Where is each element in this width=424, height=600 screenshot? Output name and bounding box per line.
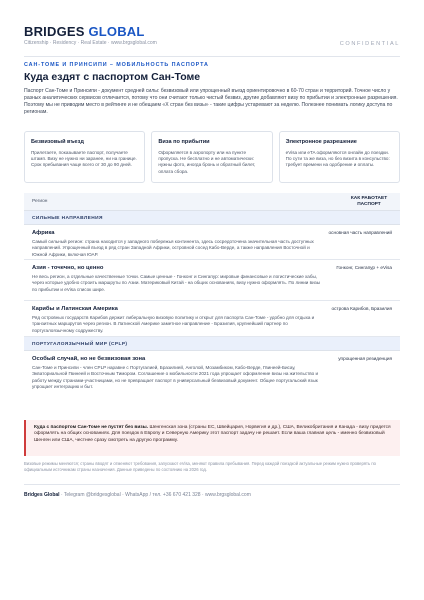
brand-name-accent: GLOBAL — [88, 24, 145, 39]
disclaimer-text: Визовые режимы меняются; страны вводят и отменяют требования, запускают eVisa, меняют правила пребывания. Перед каждой поездкой актуальные режим нужно проверять по официальным источникам страны назначения. Данные приведены по состоянию на 2026 год. — [24, 461, 376, 472]
row-description: Не весь регион, а отдельные качественные точки. Самые ценные - Гонконг и Сингапур: мировые финансовые и логистические хабы, через которые удобно строить маршруты по Азии. Материковый Китай - на общих основаниях, визу нужно оформлять. По линии визы по прибытии и eVisa список шире. — [32, 274, 321, 292]
warning-note-title: Куда с паспортом Сан-Томе не пустят без визы. — [34, 425, 149, 430]
row-status: упрощенная резиденция — [338, 356, 392, 361]
section-label: СИЛЬНЫЕ НАПРАВЛЕНИЯ — [32, 215, 103, 221]
card-title: Виза по прибытии — [158, 139, 210, 145]
table-row-africa — [24, 225, 400, 260]
row-status: острова Карибов, Бразилия — [331, 306, 392, 311]
table-row-caribbean-latam — [24, 301, 400, 337]
row-status: основная часть направлений — [328, 230, 392, 235]
row-region-name: Особый случай, но не безвизовая зона — [32, 356, 146, 362]
column-header-region: Регион — [32, 199, 48, 204]
table-row-cplp — [24, 351, 400, 395]
row-status: Гонконг, Сингапур + eVisa — [336, 265, 392, 270]
row-region-name: Азия - точечно, но ценно — [32, 265, 104, 271]
footer-divider — [24, 484, 400, 485]
card-text: Прилетаете, показываете паспорт, получаете штамп. Визу не нужно ни заранее, ни на границе. Срок пребывания чаще всего от 30 до 90 дней. — [31, 150, 137, 168]
entry-type-cards — [24, 131, 400, 183]
section-kicker: САН-ТОМЕ И ПРИНСИПИ – МОБИЛЬНОСТЬ ПАСПОРТА — [24, 62, 209, 68]
warning-note-text: Шенгенская зона (страны ЕС, Швейцария, Норвегия и др.), США, Великобритания и Канада - визу придется оформлять на общих основаниях. Для поездок в Европу и Северную Америку этот паспорт задачу не решает. Если ваша главная цель - именно безвизовый Шенген или США, честнее сразу смотреть на другую программу. — [34, 425, 391, 443]
row-description: Сан-Томе и Принсипи - член CPLP наравне с Португалией, Бразилией, Анголой, Мозамбиком, Кабо-Верде, Гвинеей-Бисау, Экваториальной Гвинеей и Восточным Тимором. Соглашение о мобильности 2021 года упрощает оформление визы на жительство и работу между странами-участницами, но не превращает паспорт в универсальный безвизовый документ. Общее португальский язык упрощает интеграцию и быт. — [32, 365, 319, 389]
page-title: Куда ездят с паспортом Сан-Томе — [24, 71, 201, 83]
regions-table — [24, 193, 400, 395]
section-label: ПОРТУГАЛОЯЗЫЧНЫЙ МИР (CPLP) — [32, 341, 128, 347]
card-e-permit — [279, 131, 400, 183]
row-region-name: Африка — [32, 230, 55, 236]
card-visa-on-arrival — [151, 131, 272, 183]
card-visa-free — [24, 131, 145, 183]
table-header — [24, 193, 400, 211]
row-description: Ряд островных государств Карибов держит либеральную визовую политику и открыт для паспорта Сан-Томе - удобно для отдыха и транзитных маршрутов через регион. В Латинской Америке заметное направление - Бразилия, крупнейший партнер по португалоязычному содружеству. — [32, 315, 315, 333]
footer-contacts: · Telegram @bridgesglobal · WhatsApp / тел. +36 670 421 328 · www.brgsglobal.com — [59, 492, 251, 498]
table-section-strong — [24, 211, 400, 225]
card-title: Электронное разрешение — [285, 139, 357, 145]
intro-paragraph: Паспорт Сан-Томе и Принсипи - документ средней силы: безвизовый или упрощенный въезд ориентировочно в 60-70 стран и территорий. Точное число у разных аналитических сервисов отличается, потому что они считают только чистый безвиз, другие добавляют визу по прибытии и электронные разрешения. Поэтому мы не приводим место в рейтинге и не обещаем «X стран без визы» - такие цифры устаревают за неделю. Полезнее понимать логику доступа по регионам. — [24, 88, 398, 115]
brand-nav-line: Citizenship · Residency · Real Estate · www.brgsglobal.com — [24, 40, 157, 46]
page-header — [24, 24, 400, 50]
row-region-name: Карибы и Латинская Америка — [32, 306, 118, 312]
card-text: Оформляется в аэропорту или на пункте пропуска. Не бесплатно и не автоматически: нужны фото, иногда бронь и обратный билет, оплата сбора. — [158, 150, 256, 174]
warning-note — [24, 420, 400, 456]
row-description: Самый сильный регион: страна находится у западного побережья континента, здесь сосредоточена значительная часть доступных направлений. Упрощенный въезд в ряд стран Западной Африки, островной сосед Кабо-Верде, а также направления Восточной и Южной Африки, включая ЮАР. — [32, 239, 314, 257]
page-footer — [24, 492, 251, 498]
card-text: eVisa или eTA оформляются онлайн до поездки. По сути та же виза, но без визита в консульство: требует времени на одобрение и оплаты. — [285, 150, 390, 168]
column-header-how-it-works: КАК РАБОТАЕТ ПАСПОРТ — [350, 196, 388, 207]
header-divider — [24, 56, 400, 57]
brand-logo — [24, 24, 400, 39]
table-section-cplp — [24, 337, 400, 351]
table-row-asia — [24, 260, 400, 301]
card-title: Безвизовый въезд — [31, 139, 84, 145]
brand-name-primary: BRIDGES — [24, 24, 85, 39]
confidential-label: CONFIDENTIAL — [339, 41, 400, 47]
footer-brand: Bridges Global — [24, 492, 60, 498]
